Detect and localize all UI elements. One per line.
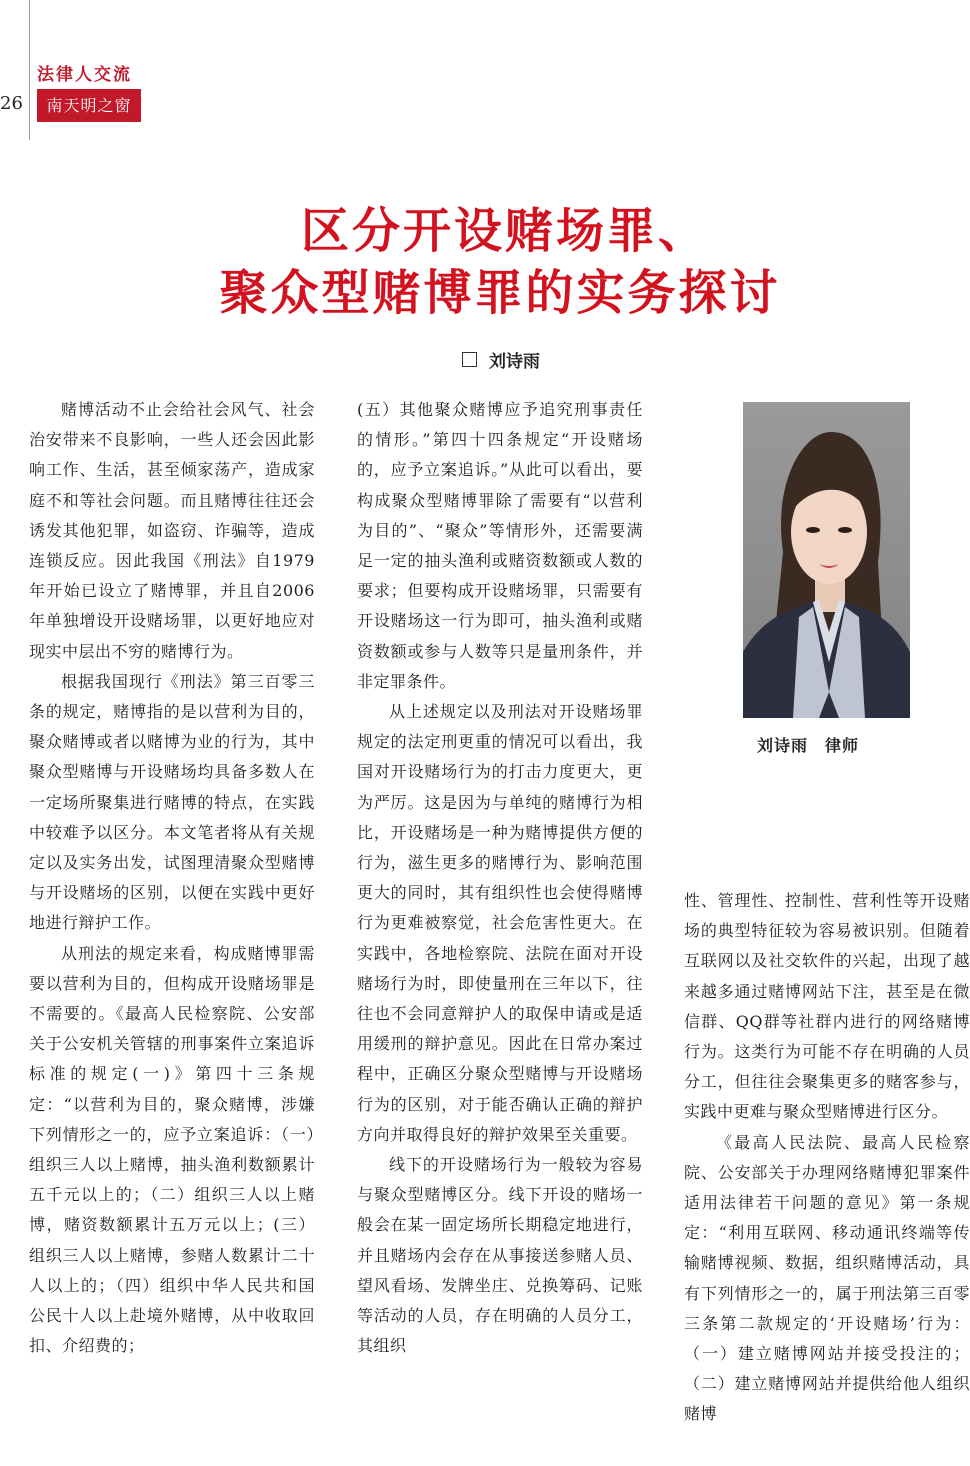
author-byline [462, 347, 540, 372]
paragraph: 《最高人民法院、最高人民检察院、公安部关于办理网络赌博犯罪案件适用法律若干问题的意见》第一条规定：“利用互联网、移动通讯终端等传输赌博视频、数据，组织赌博活动，具有下列情形之一的，属于刑法第三百零三条第二款规定的‘开设赌场’行为：（一）建立赌博网站并接受投注的；（二）建立赌博网站并提供给他人组织赌博 [684, 1132, 970, 1424]
paragraph: 从刑法的规定来看，构成赌博罪需要以营利为目的，但构成开设赌场罪是不需要的。《最高人民检察院、公安部关于公安机关管辖的刑事案件立案追诉标准的规定(一)》第四十三条规定：“以营利为目的，聚众赌博，涉嫌下列情形之一的，应予立案追诉：（一）组织三人以上赌博，抽头渔利数额累计五千元以上的；（二）组织三人以上赌博，赌资数额累计五万元以上；(三）组织三人以上赌博，参赌人数累计二十人以上的；（四）组织中华人民共和国公民十人以上赴境外赌博，从中收取回扣、介绍费的； [29, 943, 315, 1356]
square-icon [462, 352, 477, 367]
portrait-illustration [743, 402, 910, 718]
author-photo [743, 402, 910, 718]
text-column-3 [684, 886, 970, 1430]
paragraph: 性、管理性、控制性、营利性等开设赌场的典型特征较为容易被识别。但随着互联网以及社交软件的兴起，出现了越来越多通过赌博网站下注，甚至是在微信群、QQ群等社群内进行的网络赌博行为。这类行为可能不存在明确的人员分工，但往往会聚集更多的赌客参与，实践中更难与聚众型赌博进行区分。 [684, 891, 970, 1122]
paragraph: (五）其他聚众赌博应予追究刑事责任的情形。”第四十四条规定“开设赌场的，应予立案追诉。”从此可以看出，要构成聚众型赌博罪除了需要有“以营利为目的”、“聚众”等情形外，还需要满足一定的抽头渔利或赌资数额或人数的要求；但要构成开设赌场罪，只需要有开设赌场这一行为即可，抽头渔利或赌资数额或参与人数等只是量刑条件，并非定罪条件。 [357, 400, 643, 691]
margin-rule [29, 0, 30, 140]
paragraph: 根据我国现行《刑法》第三百零三条的规定，赌博指的是以营利为目的，聚众赌博或者以赌博为业的行为，其中聚众型赌博与开设赌场均具备多数人在一定场所聚集进行赌博的特点，在实践中较难予以区分。本文笔者将从有关规定以及实务出发，试图理清聚众型赌博与开设赌场的区别，以便在实践中更好地进行辩护工作。 [29, 671, 315, 933]
paragraph: 从上述规定以及刑法对开设赌场罪规定的法定刑更重的情况可以看出，我国对开设赌场行为的打击力度更大，更为严厉。这是因为与单纯的赌博行为相比，开设赌场是一种为赌博提供方便的行为，滋生更多的赌博行为、影响范围更大的同时，其有组织性也会使得赌博行为更难被察觉，社会危害性更大。在实践中，各地检察院、法院在面对开设赌场行为时，即使量刑在三年以下，往往也不会同意辩护人的取保申请或是适用缓刑的辩护意见。因此在日常办案过程中，正确区分聚众型赌博与开设赌场行为的区别，对于能否确认正确的辩护方向并取得良好的辩护效果至关重要。 [357, 702, 643, 1144]
text-column-2 [357, 395, 643, 1362]
article-title-line-1: 区分开设赌场罪、 [300, 203, 709, 259]
author-name: 刘诗雨 [489, 352, 540, 372]
column-badge: 南天明之窗 [37, 89, 141, 122]
page-number: 26 [0, 93, 23, 114]
section-label: 法律人交流 [37, 65, 132, 85]
photo-caption: 刘诗雨 律师 [756, 736, 859, 755]
paragraph: 线下的开设赌场行为一般较为容易与聚众型赌博区分。线下开设的赌场一般会在某一固定场所长期稳定地进行，并且赌场内会存在从事接送参赌人员、望风看场、发牌坐庄、兑换筹码、记账等活动的人员，存在明确的人员分工，其组织 [357, 1155, 643, 1356]
text-column-1 [29, 395, 315, 1362]
paragraph: 赌博活动不止会给社会风气、社会治安带来不良影响，一些人还会因此影响工作、生活，甚至倾家荡产，造成家庭不和等社会问题。而且赌博往往还会诱发其他犯罪，如盗窃、诈骗等，造成连锁反应。因此我国《刑法》自1979年开始已设立了赌博罪，并且自2006年单独增设开设赌场罪，以更好地应对现实中层出不穷的赌博行为。 [29, 400, 315, 661]
article-title-line-2: 聚众型赌博罪的实务探讨 [219, 265, 781, 321]
